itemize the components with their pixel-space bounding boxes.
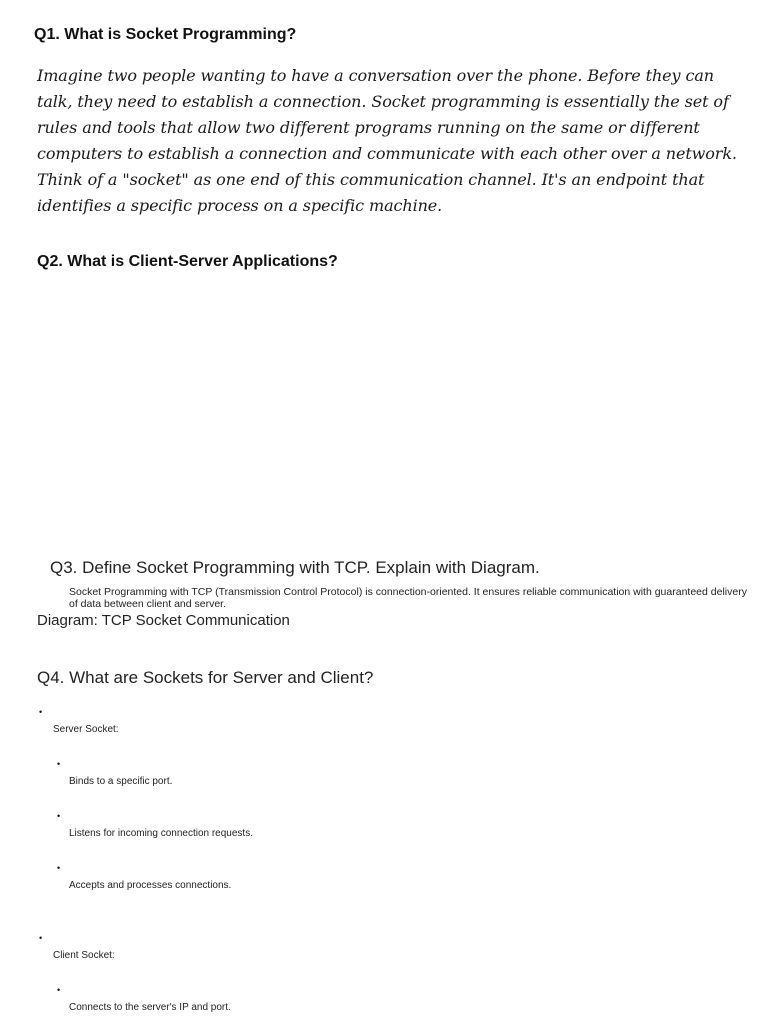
q1-heading: Q1. What is Socket Programming?: [34, 26, 297, 43]
server-socket-label: Server Socket:: [53, 724, 119, 735]
server-item: Accepts and processes connections.: [69, 880, 232, 891]
client-socket-label: Client Socket:: [53, 950, 115, 961]
bullet-icon: •: [57, 985, 61, 995]
q4-heading: Q4. What are Sockets for Server and Client?: [37, 668, 374, 687]
bullet-icon: •: [39, 707, 43, 717]
bullet-icon: •: [57, 863, 61, 873]
bullet-icon: •: [39, 933, 43, 943]
client-item: Connects to the server's IP and port.: [69, 1002, 231, 1013]
q1-answer: Imagine two people wanting to have a conversation over the phone. Before they can talk, they need to establish a connection. Socket programming is essentially the set of rules and tools that allow two different programs running on the same or different computers to establish a connection and communicate with each other over a network. Think of a "socket" as one end of this communication channel. It's an endpoint that identifies a specific process on a specific machine.: [37, 66, 737, 215]
q2-heading: Q2. What is Client-Server Applications?: [37, 253, 338, 270]
q3-diagram-label: Diagram: TCP Socket Communication: [37, 612, 290, 629]
bullet-icon: •: [57, 811, 61, 821]
server-item: Listens for incoming connection requests.: [69, 828, 253, 839]
bullet-icon: •: [57, 759, 61, 769]
q3-heading: Q3. Define Socket Programming with TCP. Explain with Diagram.: [50, 558, 540, 577]
q3-body: Socket Programming with TCP (Transmission Control Protocol) is connection-oriented. It ensures reliable communication with guaranteed delivery of data between client and server.: [69, 586, 747, 610]
server-item: Binds to a specific port.: [69, 776, 173, 787]
